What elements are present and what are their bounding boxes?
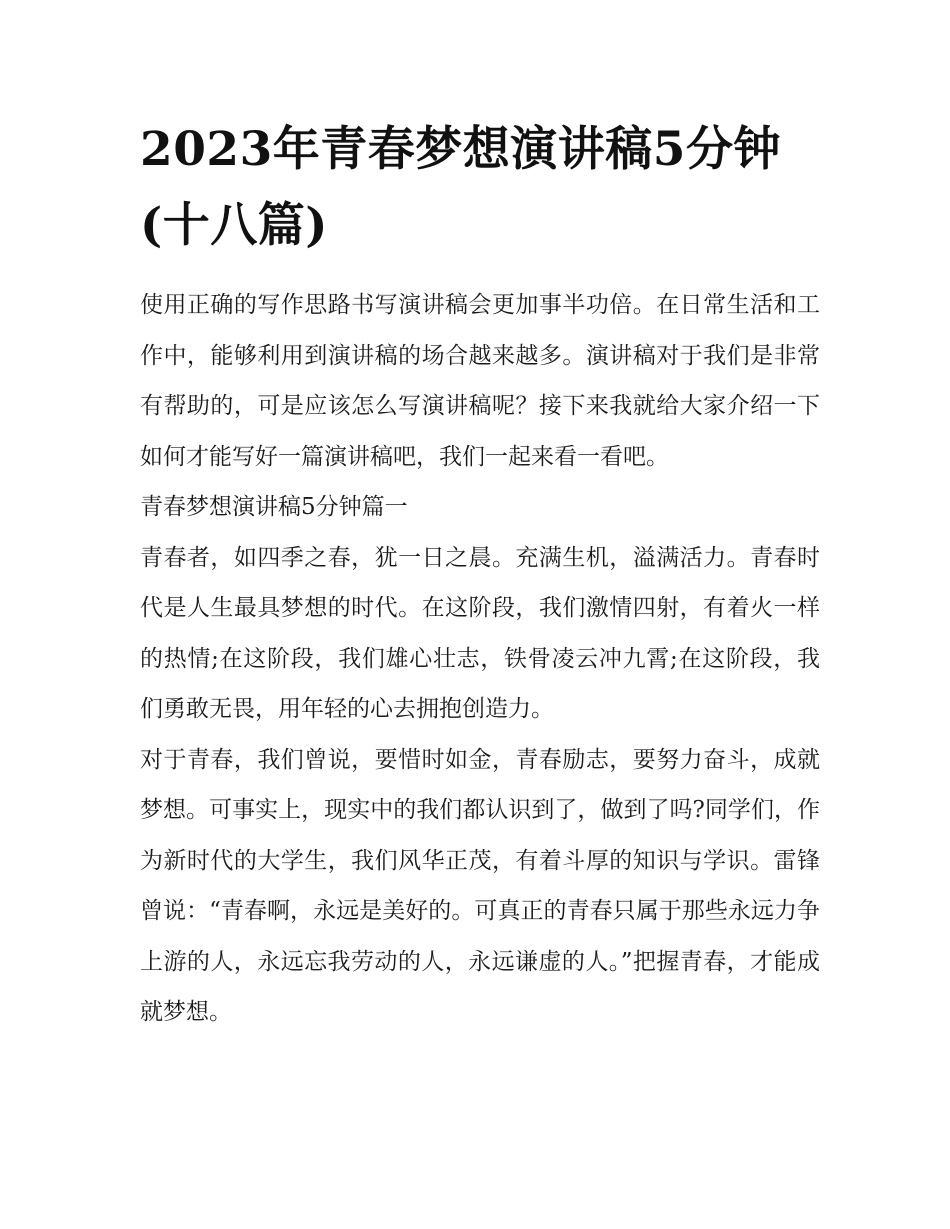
body-paragraph-1: 青春者，如四季之春，犹一日之晨。充满生机，溢满活力。青春时代是人生最具梦想的时代。在这阶段，我们激情四射，有着火一样的热情;在这阶段，我们雄心壮志，铁骨凌云冲九霄;在这阶段，我们勇敢无畏，用年轻的心去拥抱创造力。: [140, 544, 820, 722]
intro-paragraph: 使用正确的写作思路书写演讲稿会更加事半功倍。在日常生活和工作中，能够利用到演讲稿的场合越来越多。演讲稿对于我们是非常有帮助的，可是应该怎么写演讲稿呢？接下来我就给大家介绍一下如何才能写好一篇演讲稿吧，我们一起来看一看吧。: [140, 292, 820, 470]
document-title: 2023年青春梦想演讲稿5分钟(十八篇): [140, 122, 782, 253]
section-heading: 青春梦想演讲稿5分钟篇一: [140, 494, 408, 520]
document-body: [140, 280, 820, 1038]
body-paragraph-2: 对于青春，我们曾说，要惜时如金，青春励志，要努力奋斗，成就梦想。可事实上，现实中的我们都认识到了，做到了吗?同学们，作为新时代的大学生，我们风华正茂，有着斗厚的知识与学识。雷锋曾说：“青春啊，永远是美好的。可真正的青春只属于那些永远力争上游的人，永远忘我劳动的人，永远谦虚的人。”把握青春，才能成就梦想。: [140, 746, 820, 1025]
